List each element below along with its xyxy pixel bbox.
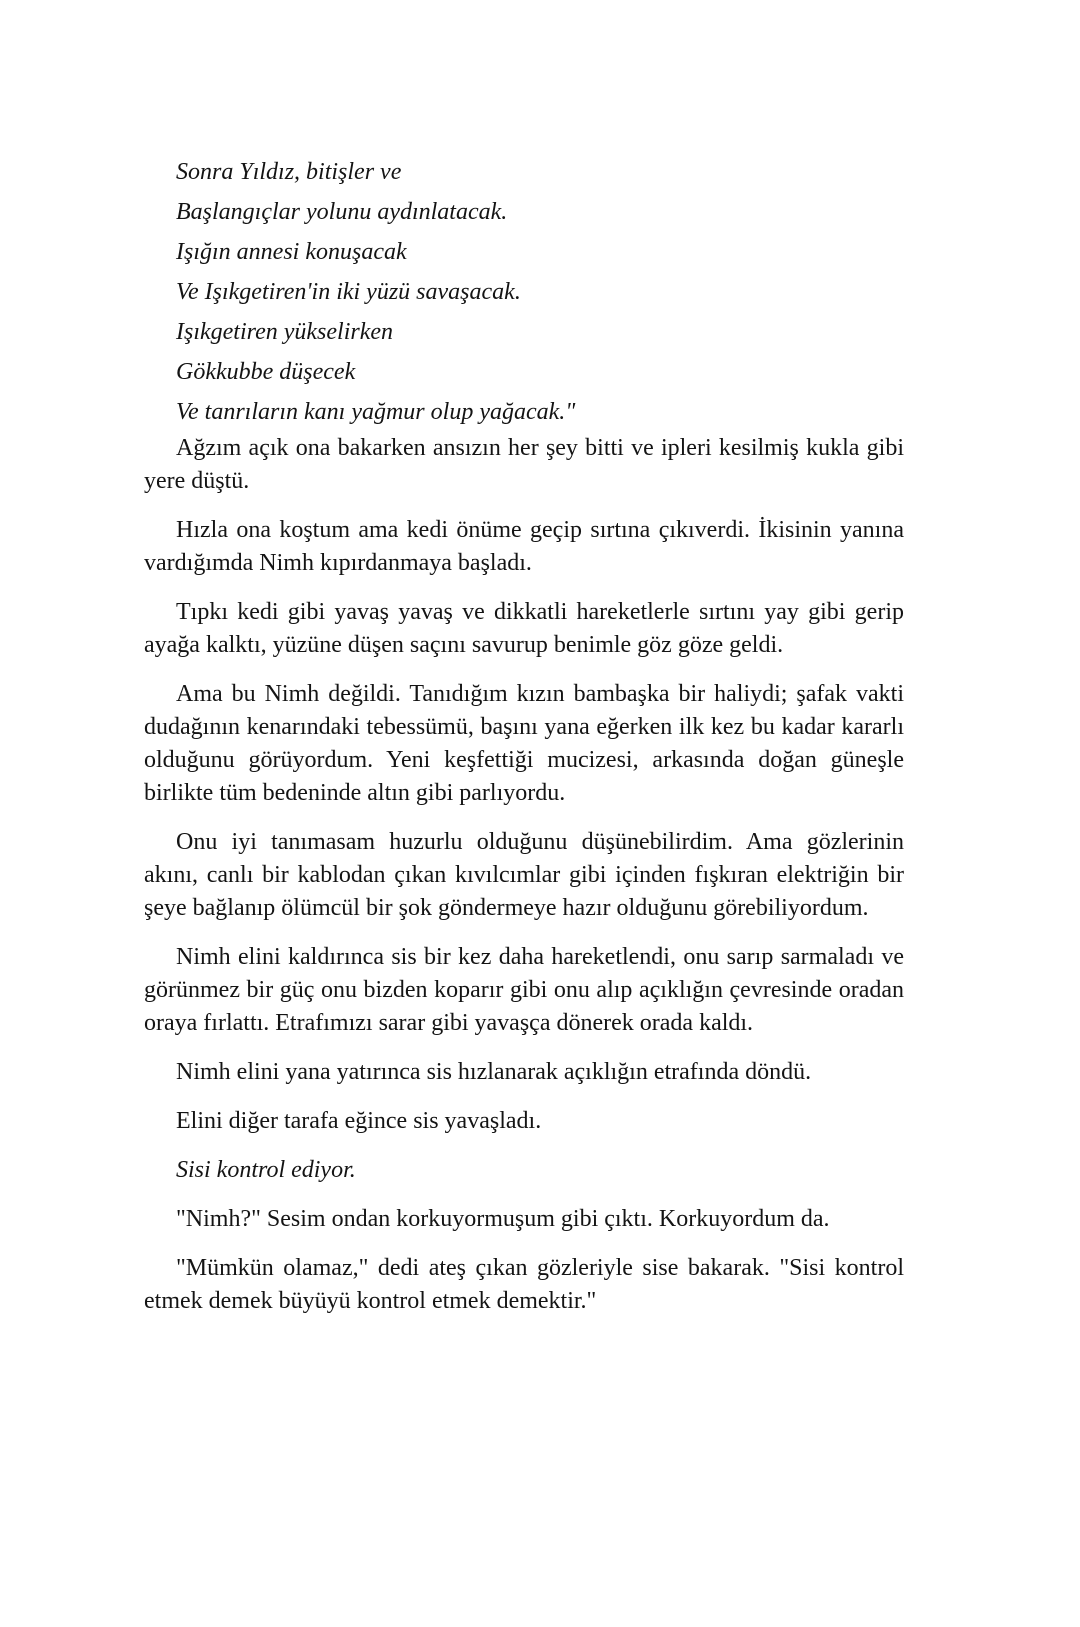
verse-line: Sonra Yıldız, bitişler ve [176, 159, 402, 185]
book-page [144, 152, 904, 1318]
paragraph: Onu iyi tanımasam huzurlu olduğunu düşünebilirdim. Ama gözlerinin akını, canlı bir kablodan çıkan kıvılcımlar gibi içinden fışkıran elektriğin bir şeye bağlanıp ölümcül bir şok göndermeye hazır olduğunu görebiliyordum. [144, 829, 904, 921]
paragraph: "Mümkün olamaz," dedi ateş çıkan gözleriyle sise bakarak. "Sisi kontrol etmek demek büyüyü kontrol etmek demektir." [144, 1255, 904, 1314]
verse-line: Başlangıçlar yolunu aydınlatacak. [176, 199, 508, 225]
paragraph: Elini diğer tarafa eğince sis yavaşladı. [176, 1108, 542, 1134]
prose-body [144, 432, 904, 1318]
verse-line: Ve tanrıların kanı yağmur olup yağacak." [176, 399, 576, 425]
paragraph: Ağzım açık ona bakarken ansızın her şey bitti ve ipleri kesilmiş kukla gibi yere düştü. [144, 435, 904, 494]
verse-line: Ve Işıkgetiren'in iki yüzü savaşacak. [176, 279, 521, 305]
paragraph: Hızla ona koştum ama kedi önüme geçip sırtına çıkıverdi. İkisinin yanına vardığımda Nimh kıpırdanmaya başladı. [144, 517, 904, 576]
paragraph: Ama bu Nimh değildi. Tanıdığım kızın bambaşka bir haliydi; şafak vakti dudağının kenarındaki tebessümü, başını yana eğerken ilk kez bu kadar kararlı olduğunu görüyordum. Yeni keşfettiği mucizesi, arkasında doğan güneşle birlikte tüm bedeninde altın gibi parlıyordu. [144, 681, 904, 806]
paragraph: "Nimh?" Sesim ondan korkuyormuşum gibi çıktı. Korkuyordum da. [176, 1206, 830, 1232]
paragraph: Nimh elini kaldırınca sis bir kez daha hareketlendi, onu sarıp sarmaladı ve görünmez bir güç onu bizden koparır gibi onu alıp açıklığın çevresinde oradan oraya fırlattı. Etrafımızı sarar gibi yavaşça dönerek orada kaldı. [144, 944, 904, 1036]
verse-line: Gökkubbe düşecek [176, 359, 356, 385]
paragraph: Nimh elini yana yatırınca sis hızlanarak açıklığın etrafında döndü. [176, 1059, 812, 1085]
prophecy-verse [144, 152, 904, 432]
verse-line: Işıkgetiren yükselirken [176, 319, 394, 345]
italic-thought: Sisi kontrol ediyor. [176, 1157, 356, 1183]
paragraph: Tıpkı kedi gibi yavaş yavaş ve dikkatli hareketlerle sırtını yay gibi gerip ayağa kalktı, yüzüne düşen saçını savurup benimle göz göze geldi. [144, 599, 904, 658]
verse-line: Işığın annesi konuşacak [176, 239, 407, 265]
